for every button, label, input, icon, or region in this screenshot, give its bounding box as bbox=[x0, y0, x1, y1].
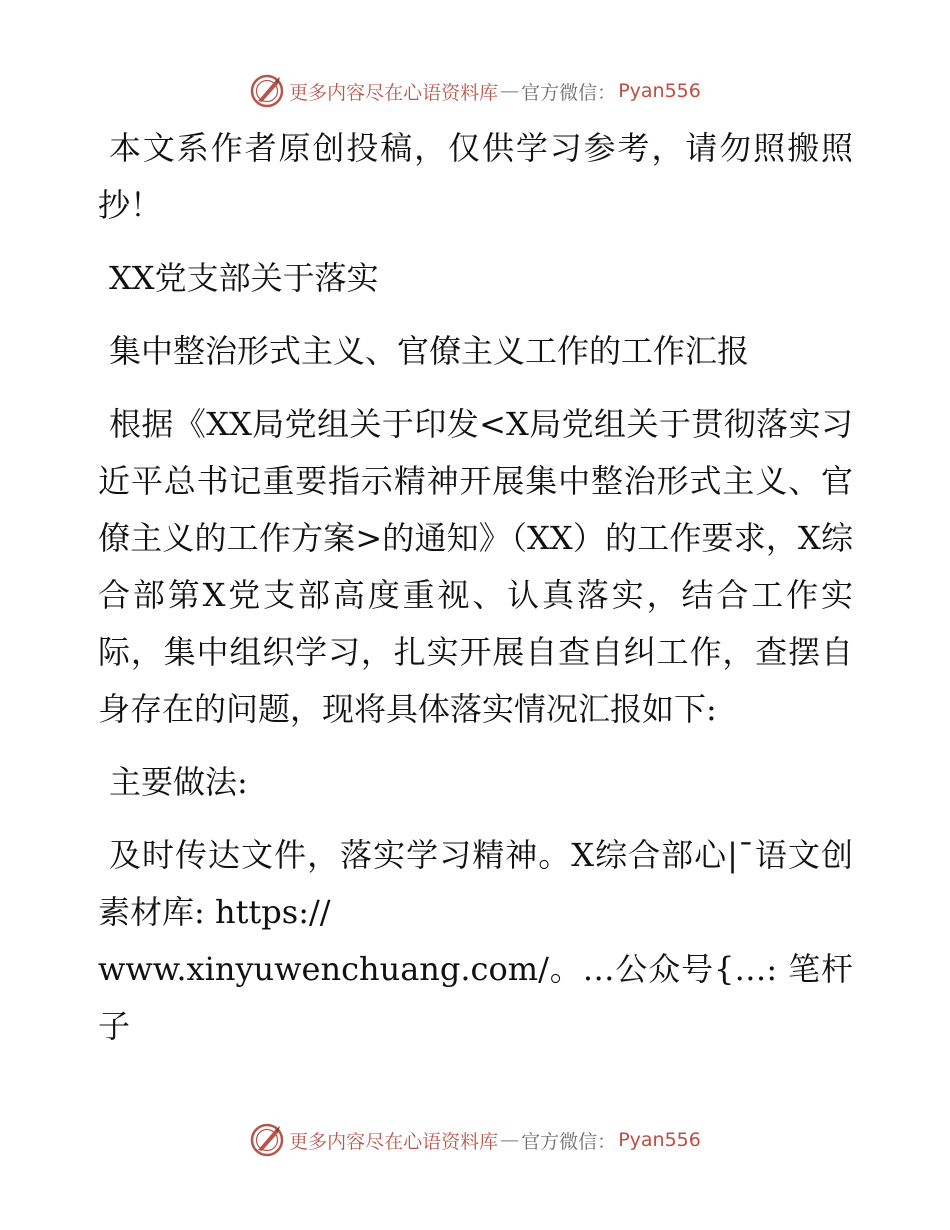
banner-separator: — bbox=[500, 1129, 520, 1151]
banner-text: 更多内容尽在心语资料库 bbox=[289, 81, 499, 104]
title-line-1: XX党支部关于落实 bbox=[109, 259, 379, 297]
header-watermark-banner bbox=[0, 71, 950, 111]
banner-wechat-id: Pyan556 bbox=[618, 80, 701, 102]
banner-text: 更多内容尽在心语资料库 bbox=[289, 1130, 499, 1153]
banner-wechat-label: 官方微信： bbox=[521, 81, 617, 104]
disclaimer-paragraph: 本文系作者原创投稿，仅供学习参考，请勿照搬照抄！ bbox=[98, 129, 853, 224]
title-line-2: 集中整治形式主义、官僚主义工作的工作汇报 bbox=[109, 332, 750, 370]
intro-paragraph: 根据《XX局党组关于印发<X局党组关于贯彻落实习近平总书记重要指示精神开展集中整治形式主义、官僚主义的工作方案>的通知》（XX）的工作要求，X综合部第X党支部高度重视、认真落实，结合工作实际，集中组织学习，扎实开展自查自纠工作，查摆自身存在的问题，现将具体落实情况汇报如下: bbox=[98, 405, 853, 728]
footer-watermark-banner bbox=[0, 1120, 950, 1160]
banner-wechat-label: 官方微信： bbox=[521, 1130, 617, 1153]
item-1-url-line: www.xinyuwenchuang.com/。…公众号{…: 笔杆子 bbox=[98, 950, 853, 1045]
quill-logo-icon bbox=[249, 1122, 285, 1158]
quill-logo-icon bbox=[249, 73, 285, 109]
section-heading: 主要做法: bbox=[109, 763, 248, 801]
item-1-paragraph: 及时传达文件，落实学习精神。X综合部心|¯语文创素材库: https:// bbox=[98, 836, 853, 931]
banner-separator: — bbox=[500, 80, 520, 102]
banner-wechat-id: Pyan556 bbox=[618, 1129, 701, 1151]
document-body bbox=[98, 120, 853, 1071]
